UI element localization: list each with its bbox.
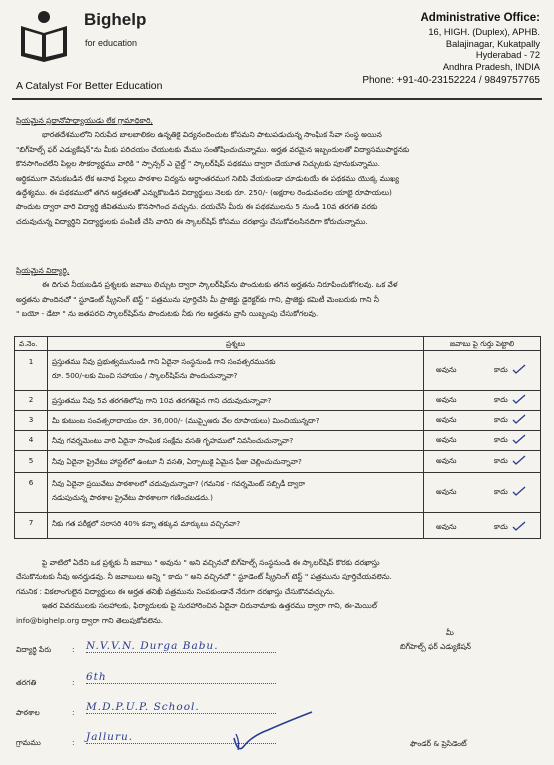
question-line: నడుపుచున్న పాఠశాల ప్రైవేటు పాఠశాలగా గణించబడదు.) — [52, 493, 213, 502]
col-header-answer: జవాబు పై గుర్తు పెట్టాలి — [424, 337, 541, 351]
answer-no-option[interactable]: కాదు — [494, 365, 508, 374]
answer-cell — [424, 473, 541, 513]
answer-cell — [424, 391, 541, 411]
table-row — [15, 451, 541, 473]
answer-yes-option[interactable]: అవును — [436, 487, 457, 496]
answer-yes-option[interactable]: అవును — [436, 456, 457, 465]
field-label-school: పాఠశాల — [16, 708, 40, 717]
instruction-line: ఇతర వివరములకు సలహాలకు, ఫిర్యాదులకు పై సురహారించిన ఏదైనా చిరునామాకు ఉత్తరము ద్వారా గాని, ఈ-మెయిల్ — [42, 601, 378, 611]
row-number: 7 — [15, 513, 48, 539]
answer-cell — [424, 431, 541, 451]
table-row — [15, 473, 541, 513]
question-line: నీవు గవర్నమెంటు వారి ఏదైనా సాంఘిక సంక్షేమ వసతి గృహములో నివసించుచున్నావా? — [52, 436, 294, 445]
field-value-name[interactable]: N.V.V.N. Durga Babu. — [86, 640, 276, 653]
answer-no-option[interactable]: కాదు — [494, 395, 508, 404]
answer-yes-option[interactable]: అవును — [436, 522, 457, 531]
checkmark-icon — [512, 455, 526, 465]
question-text — [48, 451, 424, 473]
question-text — [48, 431, 424, 451]
eligibility-table — [14, 336, 541, 539]
para2-line: " బయో - డేటా " ను జతపరచి స్కాలర్‌షిప్‌ను పొందుటకు నీకు గల అర్హతను వ్రాసి యిబ్బంపు చేసుకోగలవు. — [16, 309, 319, 319]
bighelp-logo-icon — [17, 8, 72, 63]
checkmark-icon — [512, 486, 526, 496]
answer-yes-option[interactable]: అవును — [436, 415, 457, 424]
brand-name: Bighelp — [84, 10, 147, 29]
para1-line: భారతదేశములోని నిరుపేద బాలబాలికల ఉన్నతికై విద్యనందించుట కోసమని పాటుపడుచున్న సాంఘిక సేవా సంస్థ అయిన — [42, 130, 382, 140]
row-number: 3 — [15, 411, 48, 431]
col-header-questions: ప్రశ్నలు — [48, 337, 424, 351]
answer-no-option[interactable]: కాదు — [494, 522, 508, 531]
row-number: 6 — [15, 473, 48, 513]
table-row — [15, 351, 541, 391]
field-colon: : — [72, 678, 75, 687]
address-line: Andhra Pradesh, INDIA — [442, 61, 540, 72]
para2-line: ఈ దిగువ నీయబడిన ప్రశ్నలకు జవాబు లిచ్చుట ద్వారా స్కాలర్‌షిప్‌ను పొందుటకు తగిన అర్హతను నిరూపించుకోగలవు. ఒక వేళ — [42, 280, 398, 290]
instruction-line: చేసుకొనుటకు నీవు అనర్హుడవు. నీ జవాబులు అన్ని " కాదు " అని వచ్చినచో " స్టూడెంట్ స్క్రీనింగ్ టెస్ట్ " పత్రమును పూర్తిచేయవలెను. — [16, 572, 392, 582]
para1-line: ఆర్థికముగా వెనుకబడిన లేక అనాథ పిల్లలు పాఠశాల విద్యను అర్ధాంతరముగ నిలిపి వేయకుండా చూడుటయే ఈ పథకము యొక్క ముఖ్య — [16, 173, 400, 183]
signature-icon — [228, 708, 318, 758]
answer-cell — [424, 513, 541, 539]
office-title: Administrative Office: — [420, 12, 540, 24]
greeting-student: ప్రియమైన విద్యార్థి, — [16, 266, 70, 275]
field-colon: : — [72, 645, 75, 654]
para1-line: "బిగ్‌హెల్ప్ ఫర్ ఎడ్యుకేషన్"ను మీకు పరిచయం చేయుటకు మేము సంతోషించుచున్నాము. అర్హత వరమైన ఇబ్బందులతో విద్యాసముపార్జనకు — [16, 144, 410, 154]
brand-subtitle: for education — [85, 38, 138, 48]
answer-yes-option[interactable]: అవును — [436, 395, 457, 404]
para1-line: చదువుచున్న విద్యార్థిని విద్యార్థులకు పంపిణీ చేసి వారిని ఈ స్కాలర్‌షిప్ కోసము దరఖాస్తు చేసుకోవలసినదిగా కోరుచున్నాము. — [16, 216, 368, 226]
answer-yes-option[interactable]: అవును — [436, 435, 457, 444]
field-value-school[interactable]: M.D.P.U.P. School. — [86, 701, 276, 714]
checkmark-icon — [512, 364, 526, 374]
question-line: నీకు గత పరీక్షలో సరాసరి 40% కన్నా తక్కువ మార్కులు వచ్చినవా? — [52, 519, 241, 528]
question-line: మీ కుటుంబ సంవత్సరాదాయం రూ. 36,000/- (ముప్పైఆరు వేల రూపాయలు) మించియున్నదా? — [52, 416, 320, 425]
answer-yes-option[interactable]: అవును — [436, 365, 457, 374]
instructions-block — [16, 556, 540, 628]
field-colon: : — [72, 738, 75, 747]
checkmark-icon — [512, 521, 526, 531]
question-text — [48, 411, 424, 431]
office-address-block — [362, 12, 540, 86]
question-text — [48, 473, 424, 513]
instruction-line: info@bighelp.org ద్వారా గాని తెలుపుకోవలెను. — [16, 615, 163, 625]
office-phone: Phone: +91-40-23152224 / 9849757765 — [362, 75, 540, 86]
col-header-number: వ.నెం. — [15, 337, 48, 351]
question-line: నీవు ఏదైనా ప్రైవేటు హాస్టల్‌లో ఉంటూ నీ వసతి, ఏర్పాటుకై ఏమైన ఫీజు చెల్లించుచున్నావా? — [52, 457, 302, 466]
signoff-org: బిగ్‌హెల్ప్ ఫర్ ఎడ్యుకేషన్ — [400, 642, 471, 651]
question-line: ప్రస్తుతము నీవు 5వ తరగతిలోపు గాని 10వ తరగతిపైన గాని చదువుచున్నావా? — [52, 396, 272, 405]
letter-section-2 — [16, 264, 540, 322]
answer-no-option[interactable]: కాదు — [494, 435, 508, 444]
para2-line: అర్హతను పొందినచో " స్టూడెంట్ స్క్రీనింగ్ టెస్ట్ " పత్రమును పూర్తిచేసి మీ ప్రాజెక్టు డైరెక్టర్‌కు గాని, ప్రాజెక్టు కమిటీ మెంబరుకు గాని నీ — [16, 294, 379, 304]
address-line: Hyderabad - 72 — [475, 50, 540, 60]
address-line: 16, HIGH. (Duplex), APHB. — [428, 27, 540, 37]
question-line: నీవు ఏదైనా ప్రయివేటు పాఠశాలలో చదువుచున్నావా? (గమనిక - గవర్నమెంట్ సబ్సిడీ ద్వారా — [52, 479, 306, 488]
checkmark-icon — [512, 414, 526, 424]
field-label-village: గ్రామము — [16, 738, 41, 747]
question-text — [48, 513, 424, 539]
para1-line: ఉద్దేశ్యము. ఈ పథకములో తగిన అర్హతలతో ఎన్నుకొబడిన విద్యార్థులు నెలకు రూ. 250/- (అక్షరాల రెండువందల యాభై రూపాయలు) — [16, 188, 392, 198]
answer-no-option[interactable]: కాదు — [494, 487, 508, 496]
question-text — [48, 391, 424, 411]
question-text — [48, 351, 424, 391]
checkmark-icon — [512, 394, 526, 404]
field-label-name: విద్యార్థి పేరు — [16, 645, 52, 654]
header-divider — [12, 98, 542, 100]
question-line: ప్రస్తుతము నీవు ప్రభుత్వమునుండి గాని ఏదైనా సంస్థనుండి గాని సంవత్సరమునకు — [52, 357, 276, 366]
row-number: 2 — [15, 391, 48, 411]
answer-no-option[interactable]: కాదు — [494, 456, 508, 465]
field-colon: : — [72, 708, 75, 717]
instruction-line: గమనిక : వికలాంగులైన విద్యార్థులు ఈ అర్హత తనిఖీ పత్రమును నింపకుండానే నేరుగా దరఖాస్తు చేసుకొనవచ్చును. — [16, 586, 335, 596]
signoff-yours: మీ — [446, 628, 454, 637]
table-header-row — [15, 337, 541, 351]
table-row — [15, 513, 541, 539]
table-row — [15, 411, 541, 431]
answer-cell — [424, 411, 541, 431]
table-row — [15, 431, 541, 451]
answer-cell — [424, 451, 541, 473]
answer-cell — [424, 351, 541, 391]
row-number: 4 — [15, 431, 48, 451]
checkmark-icon — [512, 434, 526, 444]
table-row — [15, 391, 541, 411]
answer-no-option[interactable]: కాదు — [494, 415, 508, 424]
row-number: 5 — [15, 451, 48, 473]
para1-line: పొందుట ద్వారా వారి విద్యార్థి జీవితమును కొనసాగించ వచ్చును. దయచేసి మీరు ఈ పథకములను 5 నుండి 10వ తరగతి వరకు — [16, 202, 378, 212]
tagline: A Catalyst For Better Education — [16, 80, 163, 92]
para1-line: కొనసాగించలేని పిల్లల సౌకర్యార్థము వారికి " స్పాన్సర్ ఎ చైల్డ్ " స్కాలర్‌షిప్ పథకము ద్వారా చేయూత నిచ్చుటకు పూనుకున్నాము. — [16, 159, 380, 169]
field-label-class: తరగతి — [16, 678, 37, 687]
field-value-village[interactable]: Jalluru. — [86, 731, 276, 744]
letter-section-1 — [16, 114, 540, 229]
row-number: 1 — [15, 351, 48, 391]
question-line: రూ. 500/-లకు మించి సహాయం / స్కాలర్‌షిప్‌ను పొందుచున్నావా? — [52, 371, 238, 380]
address-line: Balajinagar, Kukatpally — [445, 38, 540, 49]
field-value-class[interactable]: 6th — [86, 671, 276, 684]
signoff-founder: ఫౌండర్ & ప్రెసిడెంట్ — [410, 739, 467, 748]
instruction-line: పై వాటిలో ఏదేని ఒక ప్రశ్నకు నీ జవాబు " అవును " అని వచ్చినచో బిగ్‌హెల్ప్ సంస్థనుండి ఈ స్కాలర్‌షిప్ కొరకు దరఖాస్తు — [42, 558, 380, 567]
greeting-headmaster: ప్రియమైన ప్రధానోపాధ్యాయుడు లేక గ్రామాధికారి, — [16, 116, 153, 125]
